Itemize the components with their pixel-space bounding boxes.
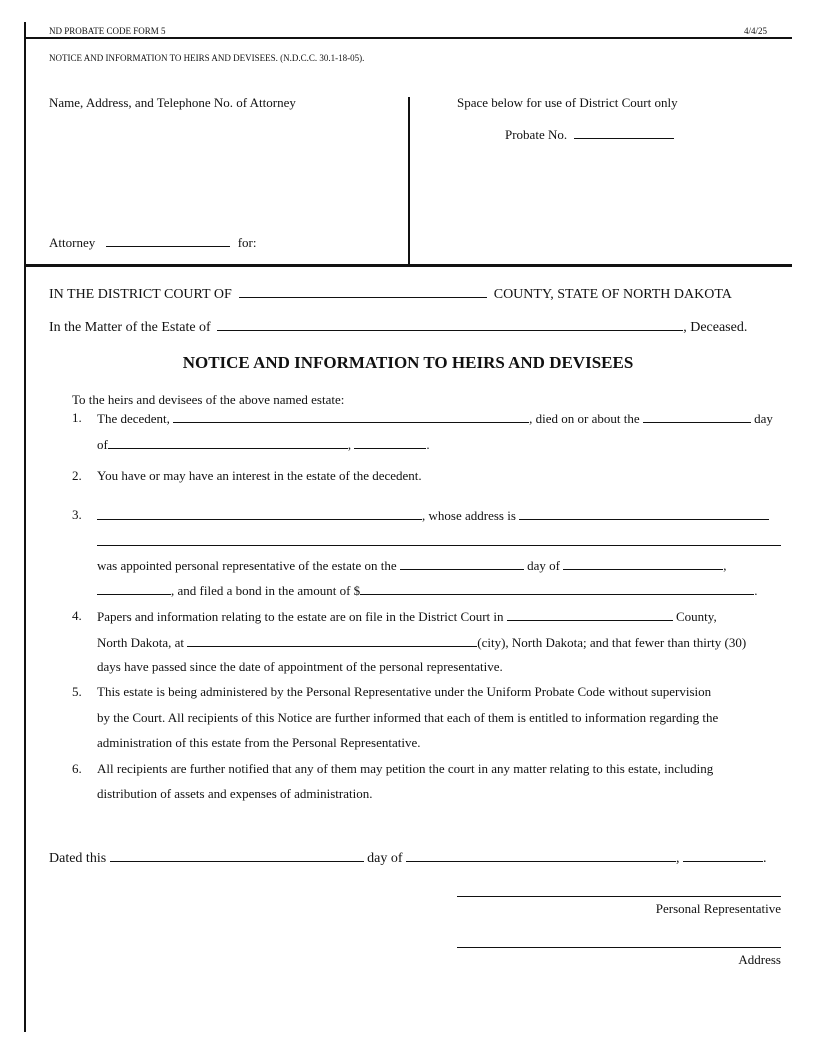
address-label: Address — [738, 952, 781, 967]
estate-name-field[interactable] — [217, 318, 683, 331]
item-4-text-a: Papers and information relating to the estate are on file in the District Court in — [97, 609, 504, 624]
attorney-label: Attorney — [49, 235, 96, 250]
item-1-text-f: . — [426, 437, 430, 452]
item-4-number: 4. — [72, 608, 82, 623]
estate-line — [49, 318, 747, 336]
death-day-field[interactable] — [643, 410, 751, 423]
item-1-text-d: of — [97, 437, 108, 452]
dated-prefix: Dated this — [49, 851, 107, 866]
item-1-line-2 — [97, 436, 430, 453]
dated-year-field[interactable] — [683, 849, 763, 862]
court-prefix: IN THE DISTRICT COURT OF — [49, 287, 232, 302]
item-1-text-a: The decedent, — [97, 411, 170, 426]
dated-line — [49, 849, 767, 867]
item-4-text-c: North Dakota, at — [97, 635, 185, 650]
attorney-line — [49, 234, 257, 251]
item-1-text-b: , died on or about the — [529, 411, 640, 426]
attorney-box-label: Name, Address, and Telephone No. of Attorney — [49, 95, 296, 110]
probate-number-field[interactable] — [574, 126, 674, 139]
death-month-field[interactable] — [108, 436, 348, 449]
representative-address-field-2[interactable] — [97, 545, 781, 546]
representative-name-field[interactable] — [97, 507, 422, 520]
item-4-line-3: days have passed since the date of appointment of the personal representative. — [97, 659, 503, 674]
item-5-line-1: This estate is being administered by the Personal Representative under the Uniform Probate Code without supervision — [97, 684, 712, 699]
probate-line — [505, 126, 674, 143]
item-6-number: 6. — [72, 761, 82, 776]
appointment-year-field[interactable] — [97, 582, 171, 595]
item-1-text-e: , — [347, 437, 352, 452]
caption-box-divider — [408, 97, 410, 264]
decedent-name-field[interactable] — [173, 410, 529, 423]
appointment-month-field[interactable] — [563, 557, 723, 570]
item-6-line-1: All recipients are further notified that any of them may petition the court in any matter relating to this estate, including — [97, 761, 714, 776]
item-5-number: 5. — [72, 684, 82, 699]
appointment-day-field[interactable] — [400, 557, 524, 570]
item-1-text-c: day — [754, 411, 773, 426]
estate-prefix: In the Matter of the Estate of — [49, 320, 211, 335]
form-date: 4/4/25 — [744, 26, 768, 36]
estate-suffix: , Deceased. — [683, 320, 748, 335]
item-3-text-f: . — [754, 583, 758, 598]
item-1-line-1 — [97, 410, 773, 427]
item-3-text-c: day of — [527, 558, 560, 573]
header-rule — [24, 37, 792, 39]
county-field[interactable] — [239, 285, 487, 298]
attorney-for-label: for: — [237, 235, 257, 250]
item-4-text-b: County, — [676, 609, 717, 624]
court-box-label: Space below for use of District Court only — [457, 95, 678, 110]
address-signature-line[interactable] — [457, 947, 781, 948]
item-5-line-2: by the Court. All recipients of this Notice are further informed that each of them is entitled to information regarding the — [97, 710, 719, 725]
bond-amount-field[interactable] — [360, 582, 754, 595]
file-city-field[interactable] — [187, 634, 477, 647]
item-3-line-1 — [97, 507, 769, 524]
item-1-number: 1. — [72, 410, 82, 425]
item-3-text-e: , and filed a bond in the amount of $ — [171, 583, 361, 598]
dated-day-field[interactable] — [110, 849, 364, 862]
item-4-line-2 — [97, 634, 746, 651]
item-3-text-b: was appointed personal representative of the estate on the — [97, 558, 397, 573]
probate-label: Probate No. — [505, 127, 568, 142]
dated-comma: , — [676, 851, 680, 866]
dated-day-of: day of — [367, 851, 403, 866]
dated-month-field[interactable] — [406, 849, 676, 862]
district-court-line — [49, 285, 732, 303]
item-2-number: 2. — [72, 468, 82, 483]
personal-representative-signature-line[interactable] — [457, 896, 781, 897]
item-4-text-d: (city), North Dakota; and that fewer than thirty (30) — [477, 635, 747, 650]
item-4-line-1 — [97, 608, 717, 625]
item-3-line-3 — [97, 557, 726, 574]
item-6-line-2: distribution of assets and expenses of administration. — [97, 786, 373, 801]
dated-period: . — [763, 851, 767, 866]
intro-text: To the heirs and devisees of the above named estate: — [72, 392, 345, 407]
item-3-number: 3. — [72, 507, 82, 522]
form-id: ND PROBATE CODE FORM 5 — [49, 26, 166, 36]
form-subtitle: NOTICE AND INFORMATION TO HEIRS AND DEVISEES. (N.D.C.C. 30.1-18-05). — [49, 53, 365, 63]
file-county-field[interactable] — [507, 608, 673, 621]
court-suffix: COUNTY, STATE OF NORTH DAKOTA — [493, 287, 732, 302]
item-3-line-4 — [97, 582, 757, 599]
item-2-text: You have or may have an interest in the estate of the decedent. — [97, 468, 422, 483]
item-3-text-d: , — [723, 558, 727, 573]
personal-representative-label: Personal Representative — [655, 901, 781, 916]
left-margin-rule — [24, 22, 26, 1032]
item-5-line-3: administration of this estate from the Personal Representative. — [97, 735, 421, 750]
caption-box-bottom-rule — [24, 264, 792, 267]
representative-address-field[interactable] — [519, 507, 769, 520]
death-year-field[interactable] — [354, 436, 426, 449]
attorney-name-field[interactable] — [106, 234, 230, 247]
item-3-text-a: , whose address is — [422, 508, 516, 523]
page-title: NOTICE AND INFORMATION TO HEIRS AND DEVISEES — [182, 353, 634, 372]
